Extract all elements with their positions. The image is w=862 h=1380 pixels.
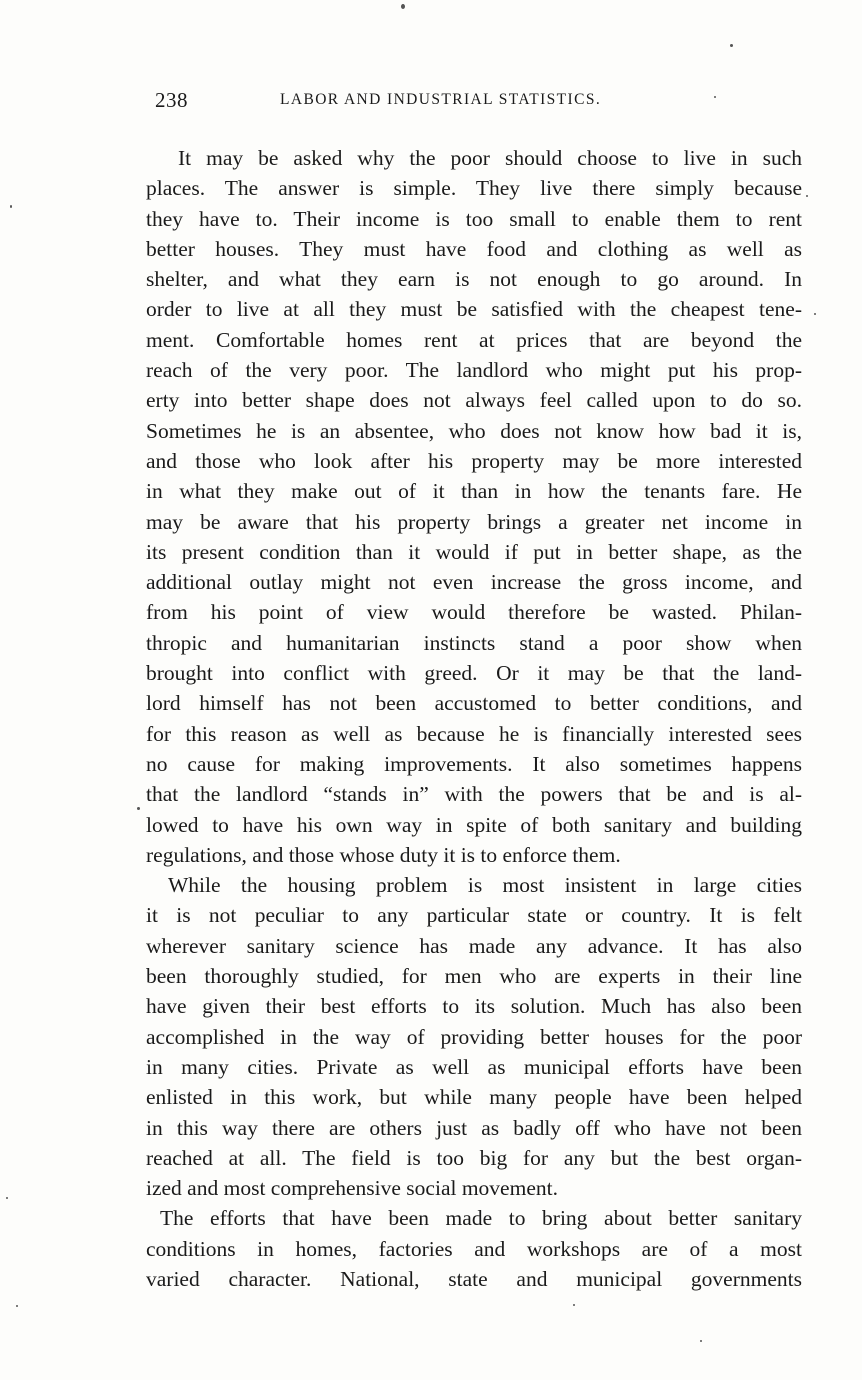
text-line: lowed to have his own way in spite of both sanitary and building bbox=[146, 812, 802, 837]
scan-speck bbox=[806, 195, 808, 197]
text-line: It may be asked why the poor should choose to live in such bbox=[178, 146, 802, 170]
text-line: from his point of view would therefore be wasted. Philan- bbox=[146, 600, 802, 625]
text-line: wherever sanitary science has made any advance. It has also bbox=[146, 933, 802, 958]
text-line: enlisted in this work, but while many people have been helped bbox=[146, 1085, 802, 1110]
text-line: reached at all. The field is too big for any but the best organ- bbox=[146, 1145, 802, 1170]
text-line: ized and most comprehensive social movement. bbox=[146, 1176, 558, 1201]
text-line: places. The answer is simple. They live there simply because bbox=[146, 176, 802, 201]
scan-speck bbox=[16, 1305, 18, 1307]
text-line: been thoroughly studied, for men who are experts in their line bbox=[146, 964, 802, 989]
scan-speck bbox=[401, 4, 405, 9]
text-line: shelter, and what they earn is not enough to go around. In bbox=[146, 267, 802, 292]
text-line: in what they make out of it than in how the tenants fare. He bbox=[146, 479, 802, 504]
text-line: thropic and humanitarian instincts stand a poor show when bbox=[146, 630, 802, 655]
text-line: additional outlay might not even increase the gross income, and bbox=[146, 570, 802, 595]
text-line: regulations, and those whose duty it is to enforce them. bbox=[146, 842, 621, 867]
body-text bbox=[146, 143, 802, 1294]
text-line: varied character. National, state and municipal governments bbox=[146, 1266, 802, 1291]
text-line: in this way there are others just as badly off who have not been bbox=[146, 1115, 802, 1140]
text-line: accomplished in the way of providing better houses for the poor bbox=[146, 1024, 802, 1049]
text-line: may be aware that his property brings a greater net income in bbox=[146, 509, 802, 534]
text-line: Sometimes he is an absentee, who does not know how bad it is, bbox=[146, 418, 802, 443]
text-line: erty into better shape does not always feel called upon to do so. bbox=[146, 388, 802, 413]
page-number: 238 bbox=[155, 88, 188, 112]
text-line: that the landlord “stands in” with the powers that be and is al- bbox=[146, 782, 802, 807]
text-line: The efforts that have been made to bring about better sanitary bbox=[160, 1206, 802, 1231]
text-line: its present condition than it would if put in better shape, as the bbox=[146, 539, 802, 564]
scan-speck bbox=[700, 1340, 702, 1342]
text-line: ment. Comfortable homes rent at prices that are beyond the bbox=[146, 327, 802, 352]
scan-speck bbox=[714, 96, 716, 98]
text-line: have given their best efforts to its solution. Much has also been bbox=[146, 994, 802, 1019]
scan-speck bbox=[137, 807, 140, 810]
text-line: it is not peculiar to any particular state or country. It is felt bbox=[146, 903, 802, 928]
scan-speck bbox=[730, 44, 733, 47]
text-line: brought into conflict with greed. Or it may be that the land- bbox=[146, 661, 802, 686]
text-line: better houses. They must have food and clothing as well as bbox=[146, 236, 802, 261]
text-line: no cause for making improvements. It also sometimes happens bbox=[146, 751, 802, 776]
text-line: While the housing problem is most insistent in large cities bbox=[168, 873, 802, 898]
text-line: reach of the very poor. The landlord who might put his prop- bbox=[146, 358, 802, 383]
text-line: order to live at all they must be satisfied with the cheapest tene- bbox=[146, 297, 802, 322]
text-line: and those who look after his property may be more interested bbox=[146, 448, 802, 473]
scan-speck bbox=[573, 1304, 575, 1306]
scan-speck bbox=[6, 1197, 8, 1199]
page-header bbox=[155, 88, 685, 116]
text-line: lord himself has not been accustomed to better conditions, and bbox=[146, 691, 802, 716]
paragraph-3 bbox=[146, 1203, 802, 1294]
paragraph-1 bbox=[146, 143, 802, 870]
scan-speck bbox=[10, 205, 12, 208]
text-line: conditions in homes, factories and workshops are of a most bbox=[146, 1236, 802, 1261]
scan-speck bbox=[814, 313, 816, 315]
text-line: in many cities. Private as well as municipal efforts have been bbox=[146, 1054, 802, 1079]
text-line: for this reason as well as because he is financially interested sees bbox=[146, 721, 802, 746]
text-line: they have to. Their income is too small to enable them to rent bbox=[146, 206, 802, 231]
running-head: LABOR AND INDUSTRIAL STATISTICS. bbox=[280, 91, 602, 108]
paragraph-2 bbox=[146, 870, 802, 1203]
